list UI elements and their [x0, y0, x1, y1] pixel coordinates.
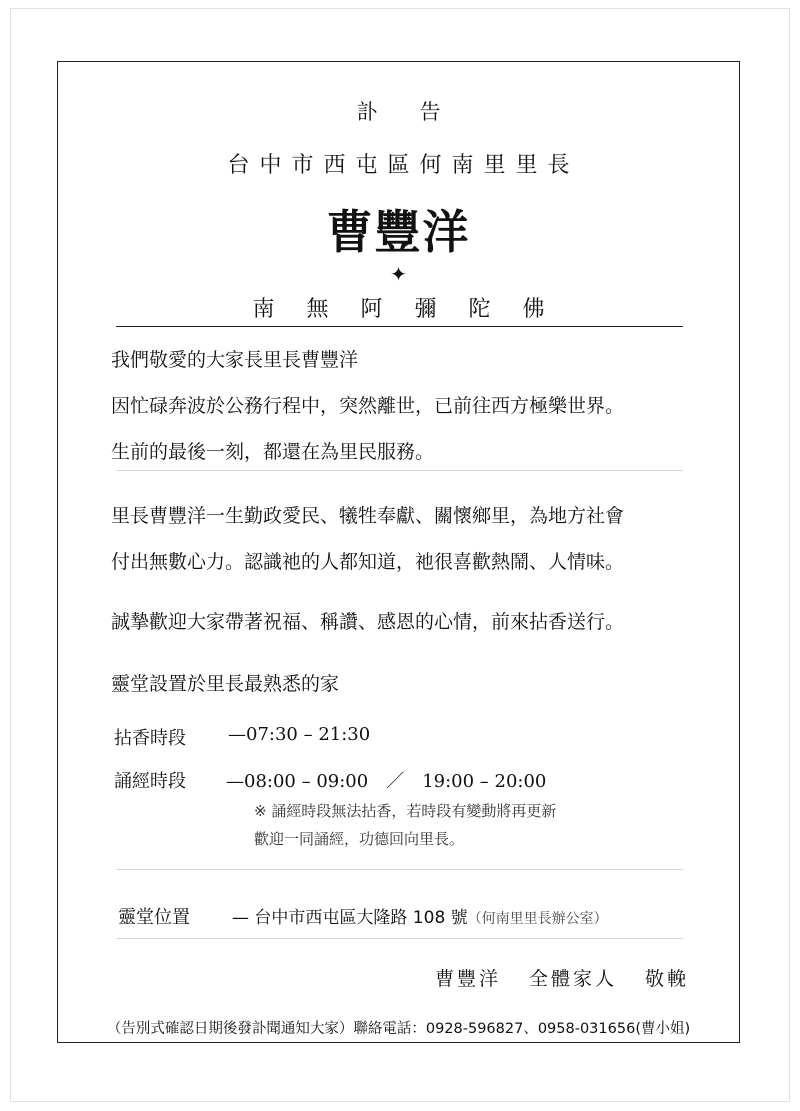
- signature-respect: 敬輓: [644, 968, 689, 990]
- notice-heading: 訃告: [356, 100, 483, 124]
- obituary-notice: [57, 61, 740, 1043]
- location-address: [232, 903, 608, 928]
- main-divider: [116, 326, 683, 327]
- chant-label: 誦經時段: [114, 771, 186, 792]
- location-label: 靈堂位置: [118, 907, 190, 928]
- paragraph-1: 我們敬愛的大家長里長曹豐洋: [111, 349, 359, 371]
- buddha-chant: 南無阿彌陀佛: [252, 297, 577, 322]
- footer-contact: （告別式確認日期後發訃聞通知大家）聯絡電話：0928-596827、0958-031656(曹小姐): [106, 1021, 691, 1037]
- paragraph-2: 因忙碌奔波於公務行程中，突然離世，已前往西方極樂世界。: [111, 395, 625, 417]
- divider: [116, 869, 683, 870]
- paragraph-3: 生前的最後一刻，都還在為里民服務。: [111, 441, 435, 463]
- signature: [407, 964, 689, 991]
- paragraph-5: 付出無數心力。認識祂的人都知道，祂很喜歡熱鬧、人情味。: [111, 551, 625, 573]
- paragraph-6: 誠摯歡迎大家帶著祝福、稱讚、感恩的心情，前來拈香送行。: [111, 611, 625, 633]
- divider: [116, 938, 683, 939]
- location-value: — 台中市西屯區大隆路 108 號: [232, 908, 468, 928]
- signature-name: 曹豐洋: [434, 968, 501, 990]
- chant-note-2: 歡迎一同誦經，功德回向里長。: [254, 830, 465, 848]
- signature-family: 全體家人: [528, 968, 617, 990]
- incense-time: —07:30 – 21:30: [228, 724, 371, 745]
- star-ornament-icon: ✦: [390, 262, 407, 286]
- paragraph-4: 里長曹豐洋一生勤政愛民、犧牲奉獻、關懷鄉里，為地方社會: [111, 505, 625, 527]
- incense-label: 拈香時段: [114, 728, 186, 749]
- paragraph-7: 靈堂設置於里長最熟悉的家: [111, 673, 340, 695]
- chant-time: —08:00 – 09:00 ／ 19:00 – 20:00: [226, 771, 547, 792]
- office-title: 台中市西屯區何南里里長: [227, 153, 580, 178]
- location-note: （何南里里長辦公室）: [467, 911, 608, 927]
- chant-note: ※ 誦經時段無法拈香，若時段有變動將再更新: [254, 802, 557, 820]
- divider: [116, 470, 683, 471]
- deceased-name: 曹豐洋: [326, 205, 471, 259]
